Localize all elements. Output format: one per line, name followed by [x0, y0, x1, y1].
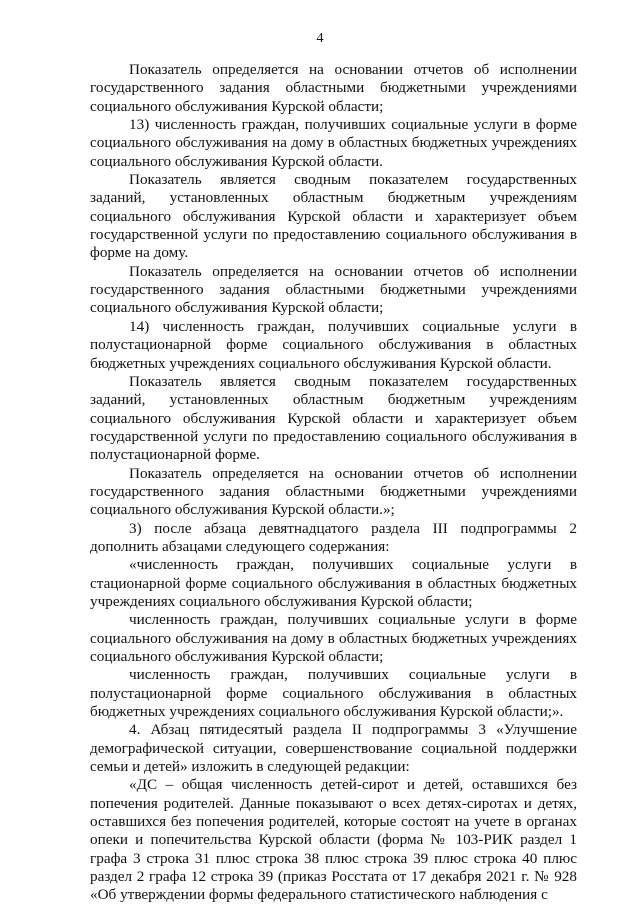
paragraph: Показатель определяется на основании отчетов об исполнении государственного задания областными бюджетными учреждениями социального обслуживания Курской области;	[90, 262, 577, 317]
paragraph: «ДС – общая численность детей-сирот и детей, оставшихся без попечения родителей. Данные показывают о всех детях-сиротах и детях, оставшихся без попечения родителей, которые состоят на учете в органах опеки и попечительства Курской области (форма № 103-РИК раздел 1 графа 3 строка 31 плюс строка 38 плюс строка 39 плюс строка 40 плюс раздел 2 графа 12 строка 39 (приказ Росстата от 17 декабря 2021 г. № 928 «Об утверждении формы федерального статистического наблюдения с	[90, 776, 577, 904]
paragraph: Показатель определяется на основании отчетов об исполнении государственного задания областными бюджетными учреждениями социального обслуживания Курской области.»;	[90, 464, 577, 519]
paragraph: Показатель является сводным показателем государственных заданий, установленных областным бюджетным учреждениям социального обслуживания Курской области и характеризует объем государственной услуги по предоставлению социального обслуживания в форме на дому.	[90, 171, 577, 262]
paragraph: Показатель определяется на основании отчетов об исполнении государственного задания областными бюджетными учреждениями социального обслуживания Курской области;	[90, 61, 577, 115]
paragraph: 14) численность граждан, получивших социальные услуги в полустационарной форме социального обслуживания в областных бюджетных учреждениях социального обслуживания Курской области.	[90, 317, 577, 372]
paragraph: 13) численность граждан, получивших социальные услуги в форме социального обслуживания на дому в областных бюджетных учреждениях социального обслуживания Курской области.	[90, 116, 577, 170]
paragraph: 4. Абзац пятидесятый раздела II подпрограммы 3 «Улучшение демографической ситуации, совершенствование социальной поддержки семьи и детей» изложить в следующей редакции:	[90, 721, 577, 776]
paragraph: численность граждан, получивших социальные услуги в форме социального обслуживания на дому в областных бюджетных учреждениях социального обслуживания Курской области;	[90, 611, 577, 665]
paragraph: «численность граждан, получивших социальные услуги в стационарной форме социального обслуживания в областных бюджетных учреждениях социального обслуживания Курской области;	[90, 556, 577, 610]
paragraph: Показатель является сводным показателем государственных заданий, установленных областным бюджетным учреждениям социального обслуживания Курской области и характеризует объем государственной услуги по предоставлению социального обслуживания в полустационарной форме.	[90, 372, 577, 464]
document-body	[90, 61, 577, 905]
page-number: 4	[316, 31, 324, 46]
paragraph: 3) после абзаца девятнадцатого раздела III подпрограммы 2 дополнить абзацами следующего содержания:	[90, 519, 577, 555]
paragraph: численность граждан, получивших социальные услуги в полустационарной форме социального обслуживания в областных бюджетных учреждениях социального обслуживания Курской области;».	[90, 666, 577, 721]
